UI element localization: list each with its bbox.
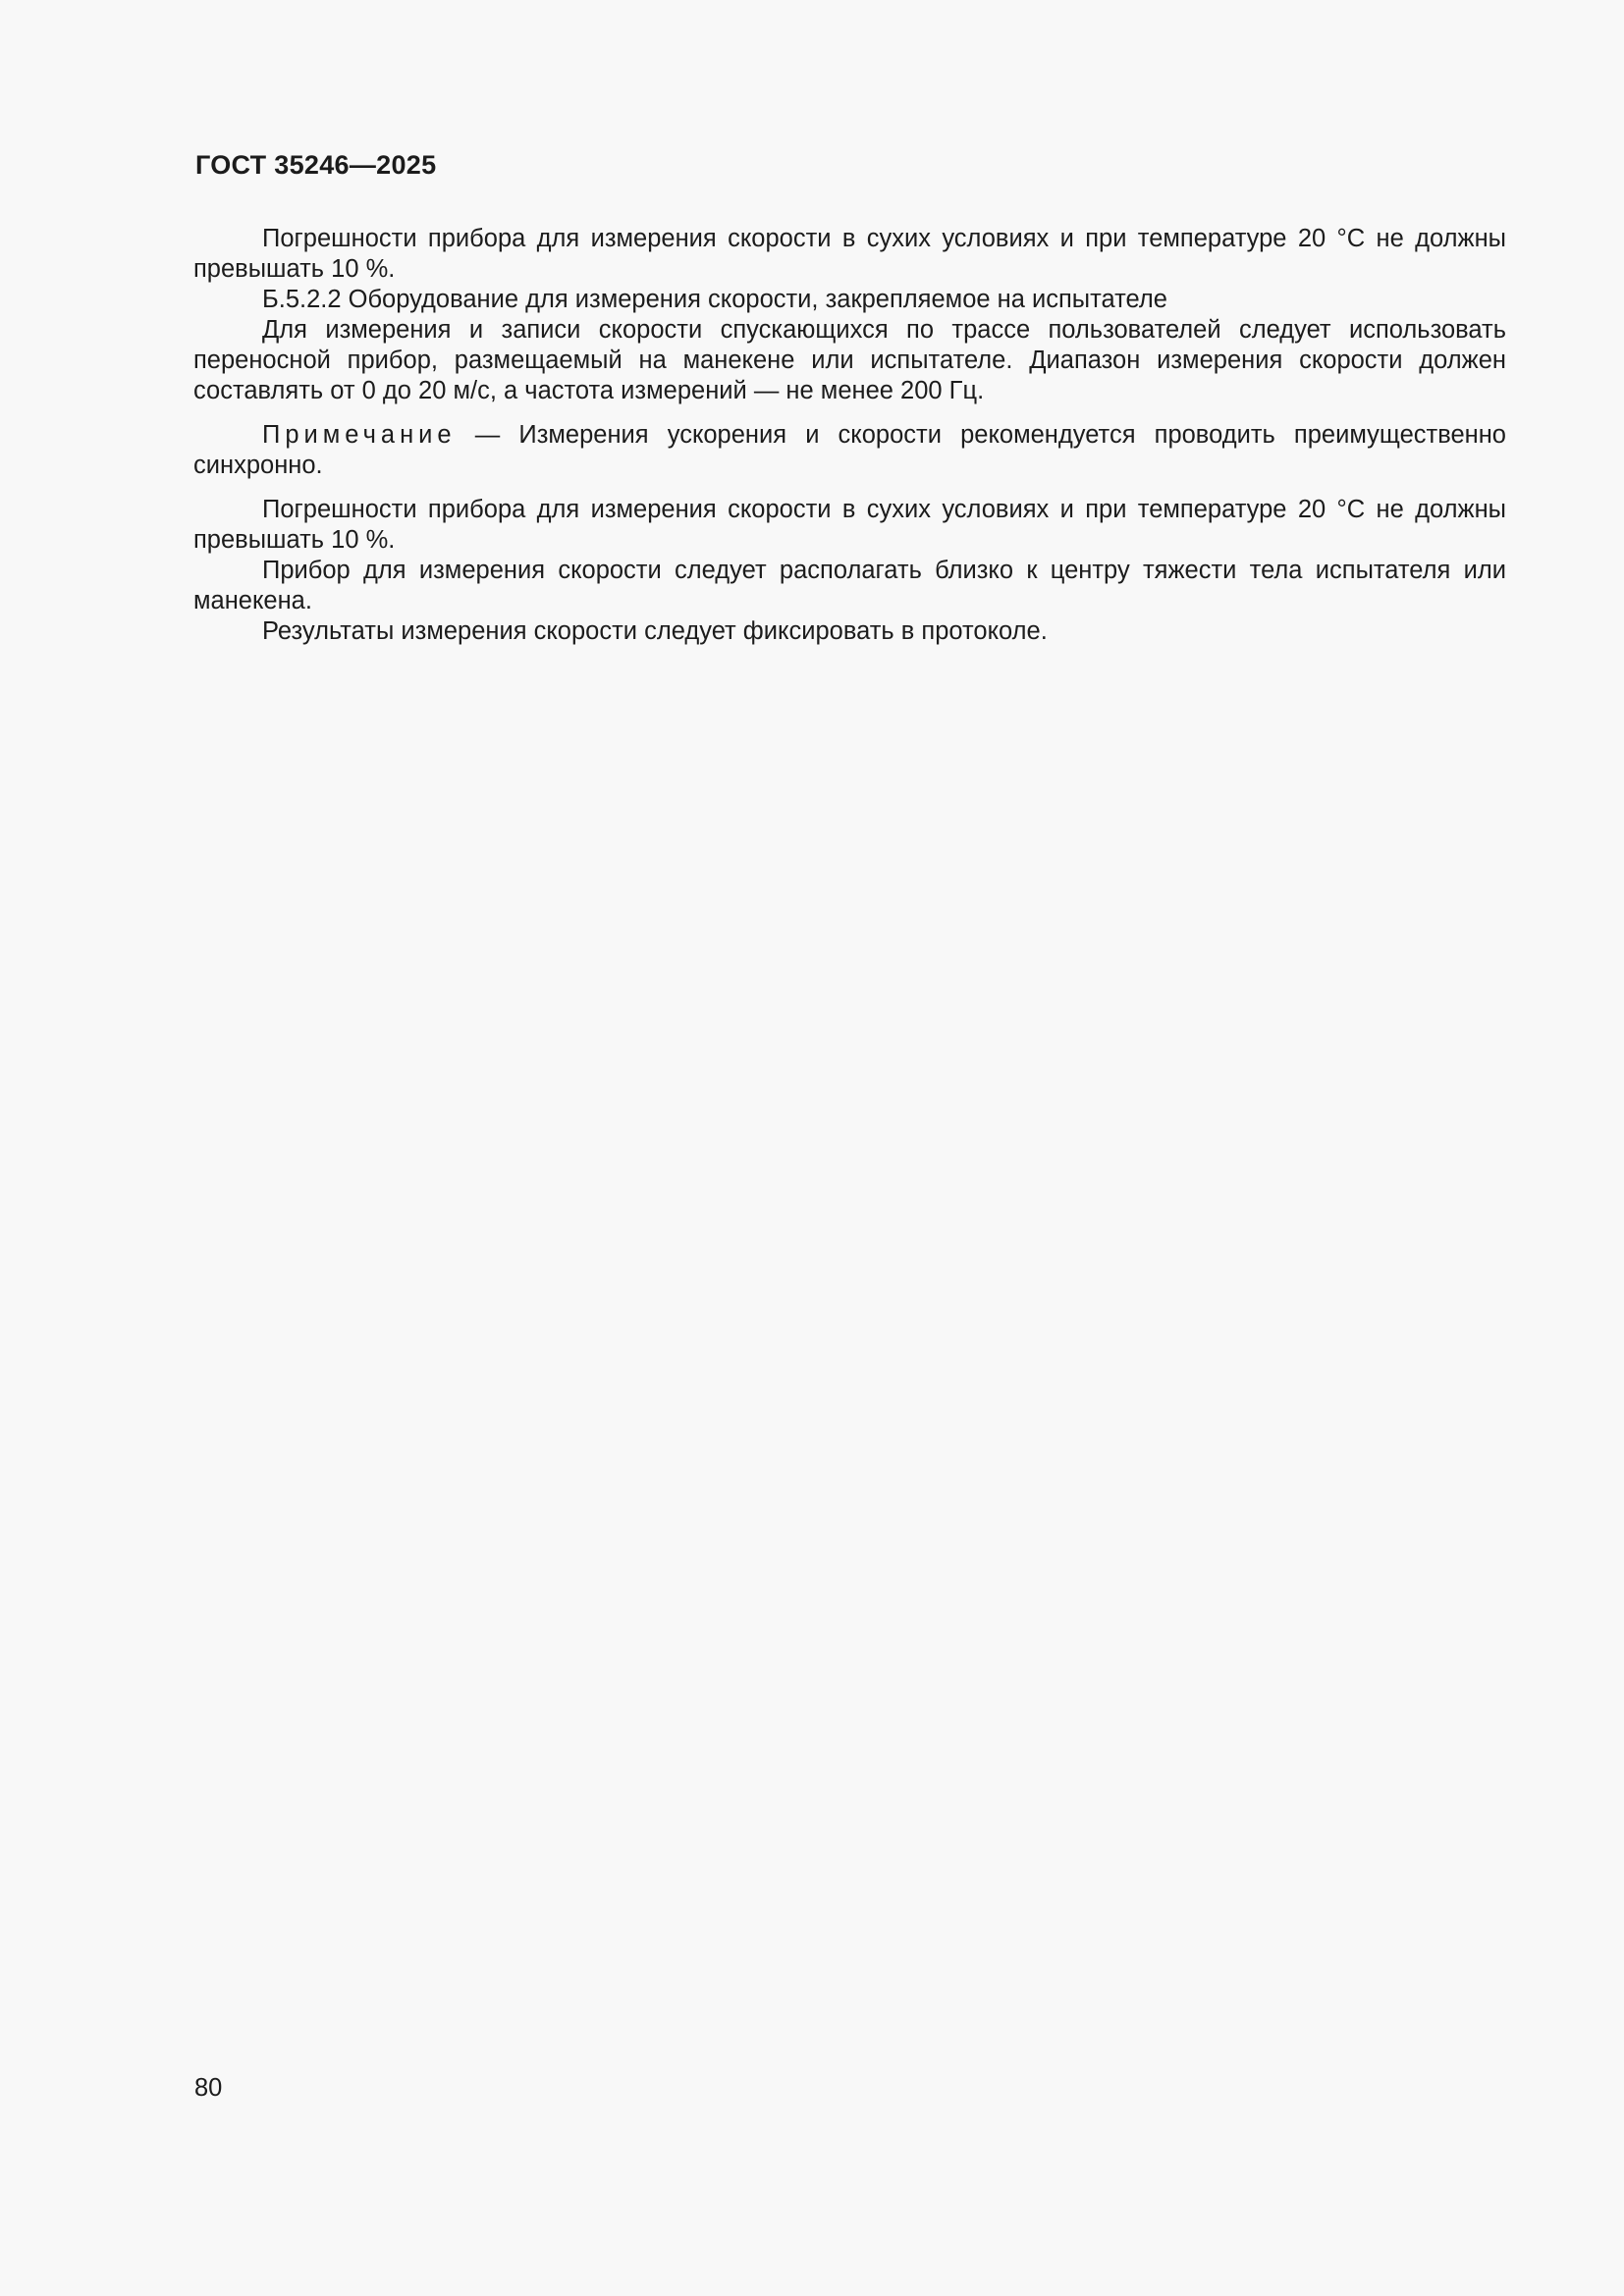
- note-paragraph: [193, 420, 1506, 481]
- paragraph-device-placement: Прибор для измерения скорости следует располагать близко к центру тяжести тела испытателя или манекена.: [193, 557, 1506, 614]
- page-number: 80: [194, 2074, 223, 2102]
- document-header: ГОСТ 35246—2025: [195, 150, 437, 180]
- note-label: Примечание: [262, 421, 457, 449]
- paragraph-results-recording: Результаты измерения скорости следует фиксировать в протоколе.: [262, 617, 1048, 645]
- document-body: [193, 224, 1506, 647]
- paragraph-portable-device: Для измерения и записи скорости спускающихся по трассе пользователей следует использовать переносной прибор, размещаемый на манекене или испытателе. Диапазон измерения скорости должен составлять от 0 до 20 м/с, а частота измерений — не менее 200 Гц.: [193, 316, 1506, 404]
- paragraph-accuracy-2: Погрешности прибора для измерения скорости в сухих условиях и при температуре 20 °С не должны превышать 10 %.: [193, 496, 1506, 554]
- paragraph-accuracy-1: Погрешности прибора для измерения скорости в сухих условиях и при температуре 20 °С не должны превышать 10 %.: [193, 225, 1506, 283]
- note-text: — Измерения ускорения и скорости рекомендуется проводить преимущественно синхронно.: [193, 421, 1506, 479]
- section-heading-b522: Б.5.2.2 Оборудование для измерения скорости, закрепляемое на испытателе: [262, 286, 1167, 313]
